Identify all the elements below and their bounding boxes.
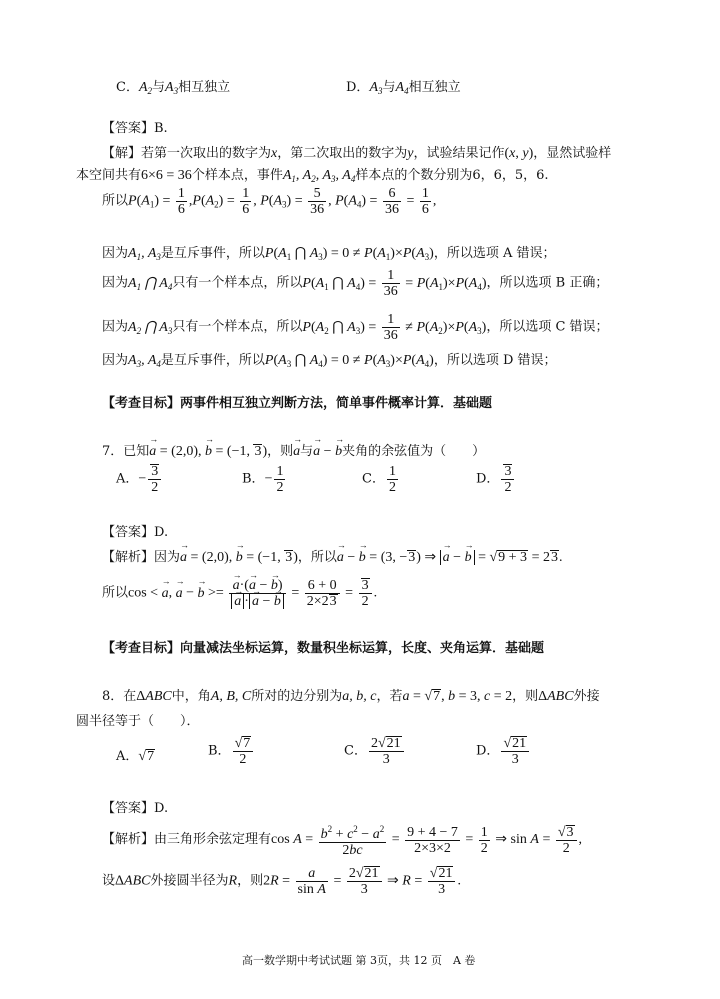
- question-8-line1: 8．在ΔABC中，角A, B, C所对的边分别为a, b, c，若a = √7, b = 3, c = 2，则ΔABC外接: [102, 689, 600, 704]
- reason-d: 因为$A_3$, $A_4$是互斥事件，所以$P(A_3$ ⋂ $A_4) = 0 \ne P(A_3)\times P(A_4)$，所以选项 D 错误；: [102, 353, 557, 369]
- solution-7-line1: 【解析】因为→ a = (2,0), → b = (−1, 3)，所以→ a − → b = (3, −3) ⇒ → a − → b = √9 + 3 = 23.: [102, 546, 562, 566]
- solution-6-probabilities: 所以$P(A_1)$ = $\frac{1}{6}$ $,P(A_2)$ = $\frac{1}{6}$ , $P(A_3)$ = $\frac{5}{36}$ , $P(A_4)$ = $\frac{6}{36}$ = $\frac{1}{6}$ ,: [102, 186, 437, 217]
- question-7: 7．已知→ a = (2,0), → b = (−1, 3)，则→ a与→ a − → b夹角的余弦值为（ ）: [102, 440, 485, 460]
- reason-c: 因为$A_2$ ⋂ $A_3$只有一个样本点，所以$P(A_2$ ⋂ $A_3$) = $\frac{1}{36}$ ≠ $P(A_2)\times P(A_3)$，所以选项 C 错误；: [102, 312, 609, 343]
- q7-option-c: C． $\frac{1}{2}$: [362, 464, 396, 495]
- q8-option-a: A．√7: [116, 749, 155, 764]
- option-d-row: D．$A_3$与$A_4$相互独立: [346, 80, 461, 96]
- solution-6-line1: 【解】若第一次取出的数字为x，第二次取出的数字为y，试验结果记作(x, y)，显然试验样: [102, 146, 612, 161]
- q7-option-b: B．− $\frac{1}{2}$: [242, 464, 284, 495]
- page-footer: 高一数学期中考试试题 第 3页，共 12 页 A 卷: [242, 954, 476, 967]
- solution-6-line2: 本空间共有6×6 = 36个样本点，事件$A_1$, $A_2$, $A_3$, $A_4$样本点的个数分别为6，6，5，6.: [76, 168, 549, 184]
- answer-7: 【答案】D.: [102, 525, 169, 540]
- q8-option-c: C． $\frac{2√21}{3}$: [344, 736, 406, 767]
- question-8-line2: 圆半径等于（ ）．: [76, 714, 200, 729]
- reason-a: 因为$A_1$, $A_3$是互斥事件，所以$P(A_1$ ⋂ $A_3) = 0 \ne P(A_1)\times P(A_3)$，所以选项 A 错误；: [102, 246, 556, 262]
- goal-6: 【考查目标】两事件相互独立判断方法，简单事件概率计算．基础题: [102, 396, 493, 411]
- q7-option-a: A．− $\frac{3}{2}$: [116, 464, 163, 495]
- goal-7: 【考查目标】向量减法坐标运算，数量积坐标运算，长度、夹角运算．基础题: [102, 641, 545, 656]
- q8-option-d: D． $\frac{√21}{3}$: [476, 736, 531, 767]
- reason-b: 因为$A_1$ ⋂ $A_4$只有一个样本点，所以$P(A_1$ ⋂ $A_4$) = $\frac{1}{36}$ = $P(A_1)\times P(A_4)$，所以选项 B 正确；: [102, 268, 609, 299]
- q7-option-d: D． $\frac{3}{2}$: [476, 464, 516, 495]
- solution-8-radius: 设ΔABC外接圆半径为R，则2R = $\frac{a}{\text{sin A}}$ = $\frac{2√21}{3}$ ⇒ R = $\frac{√21}{3}$ .: [102, 866, 461, 897]
- answer-8: 【答案】D.: [102, 801, 169, 816]
- solution-7-cos: 所以cos < → a, → a − → b >= → a·(→ a − → b) → a ·→ a − → b = $\frac{6 + 0}{2\times 23}$ = $\frac{3}{2}$ .: [102, 578, 377, 609]
- answer-6: 【答案】B.: [102, 121, 168, 136]
- option-c-row: C．$A_2$与$A_3$相互独立: [116, 80, 231, 96]
- q8-option-b: B． $\frac{√7}{2}$: [208, 736, 255, 767]
- solution-8-cos: 【解析】由三角形余弦定理有cos A = $\frac{b^2 + c^2 - a^2}{2bc}$ = $\frac{9 + 4 - 7}{2\times 3\times 2}$ = $\frac{1}{2}$ ⇒ sin A = $\frac{√3}{2}$ ,: [102, 824, 583, 858]
